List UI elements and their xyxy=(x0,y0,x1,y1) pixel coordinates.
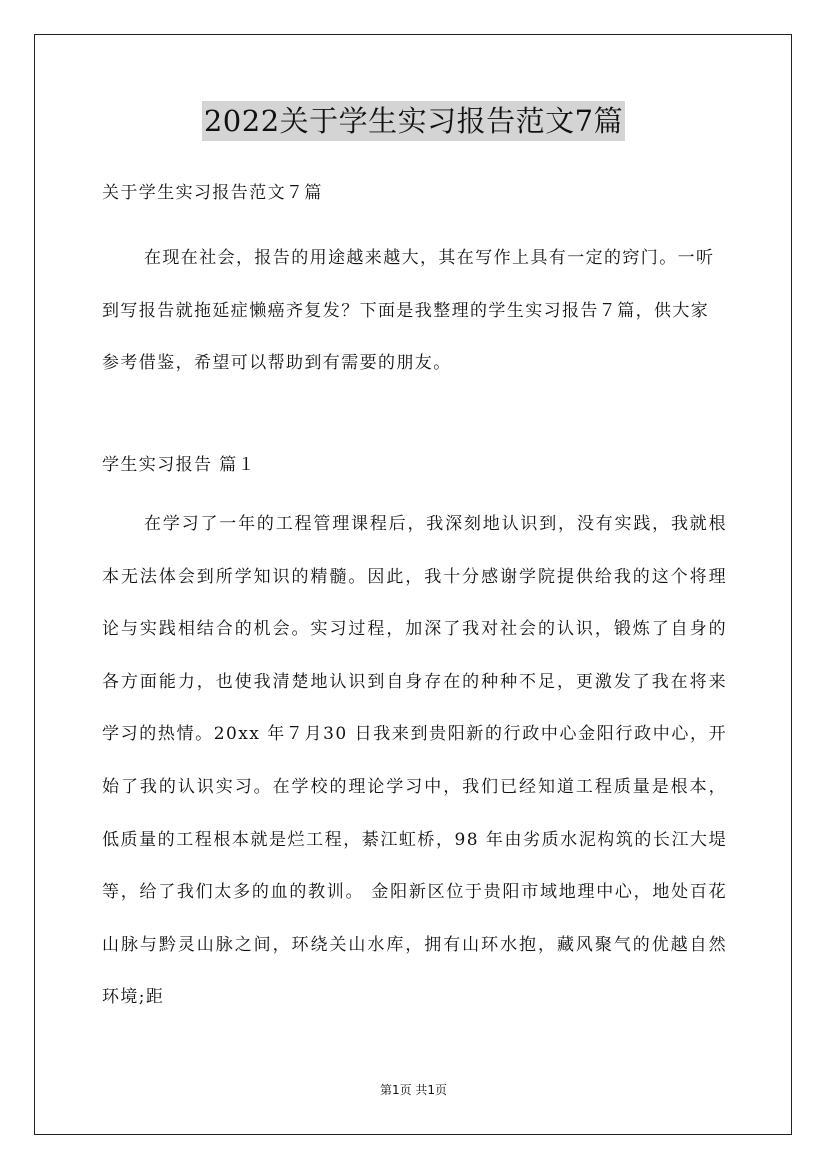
document-title xyxy=(0,101,827,141)
document-title-text: 2022关于学生实习报告范文7篇 xyxy=(202,101,625,141)
section-heading: 学生实习报告 篇１ xyxy=(102,455,257,475)
page-number-footer: 第1页 共1页 xyxy=(379,1083,448,1097)
document-subtitle: 关于学生实习报告范文７篇 xyxy=(102,183,323,203)
body-paragraph: 在学习了一年的工程管理课程后，我深刻地认识到，没有实践，我就根本无法体会到所学知识的精髓。因此，我十分感谢学院提供给我的这个将理论与实践相结合的机会。实习过程，加深了我对社会的认识，锻炼了自身的各方面能力，也使我清楚地认识到自身存在的种种不足，更激发了我在将来学习的热情。20xx 年７月30 日我来到贵阳新的行政中心金阳行政中心，开始了我的认识实习。在学校的理论学习中，我们已经知道工程质量是根本，低质量的工程根本就是烂工程，綦江虹桥，98 年由劣质水泥构筑的长江大堤等，给了我们太多的血的教训。 金阳新区位于贵阳市域地理中心，地处百花山脉与黔灵山脉之间，环绕关山水库，拥有山环水抱，藏风聚气的优越自然环境;距 xyxy=(102,514,727,1008)
intro-paragraph: 在现在社会，报告的用途越来越大，其在写作上具有一定的窍门。一听到写报告就拖延症懒癌齐复发？下面是我整理的学生实习报告７篇，供大家参考借鉴，希望可以帮助到有需要的朋友。 xyxy=(102,248,715,373)
